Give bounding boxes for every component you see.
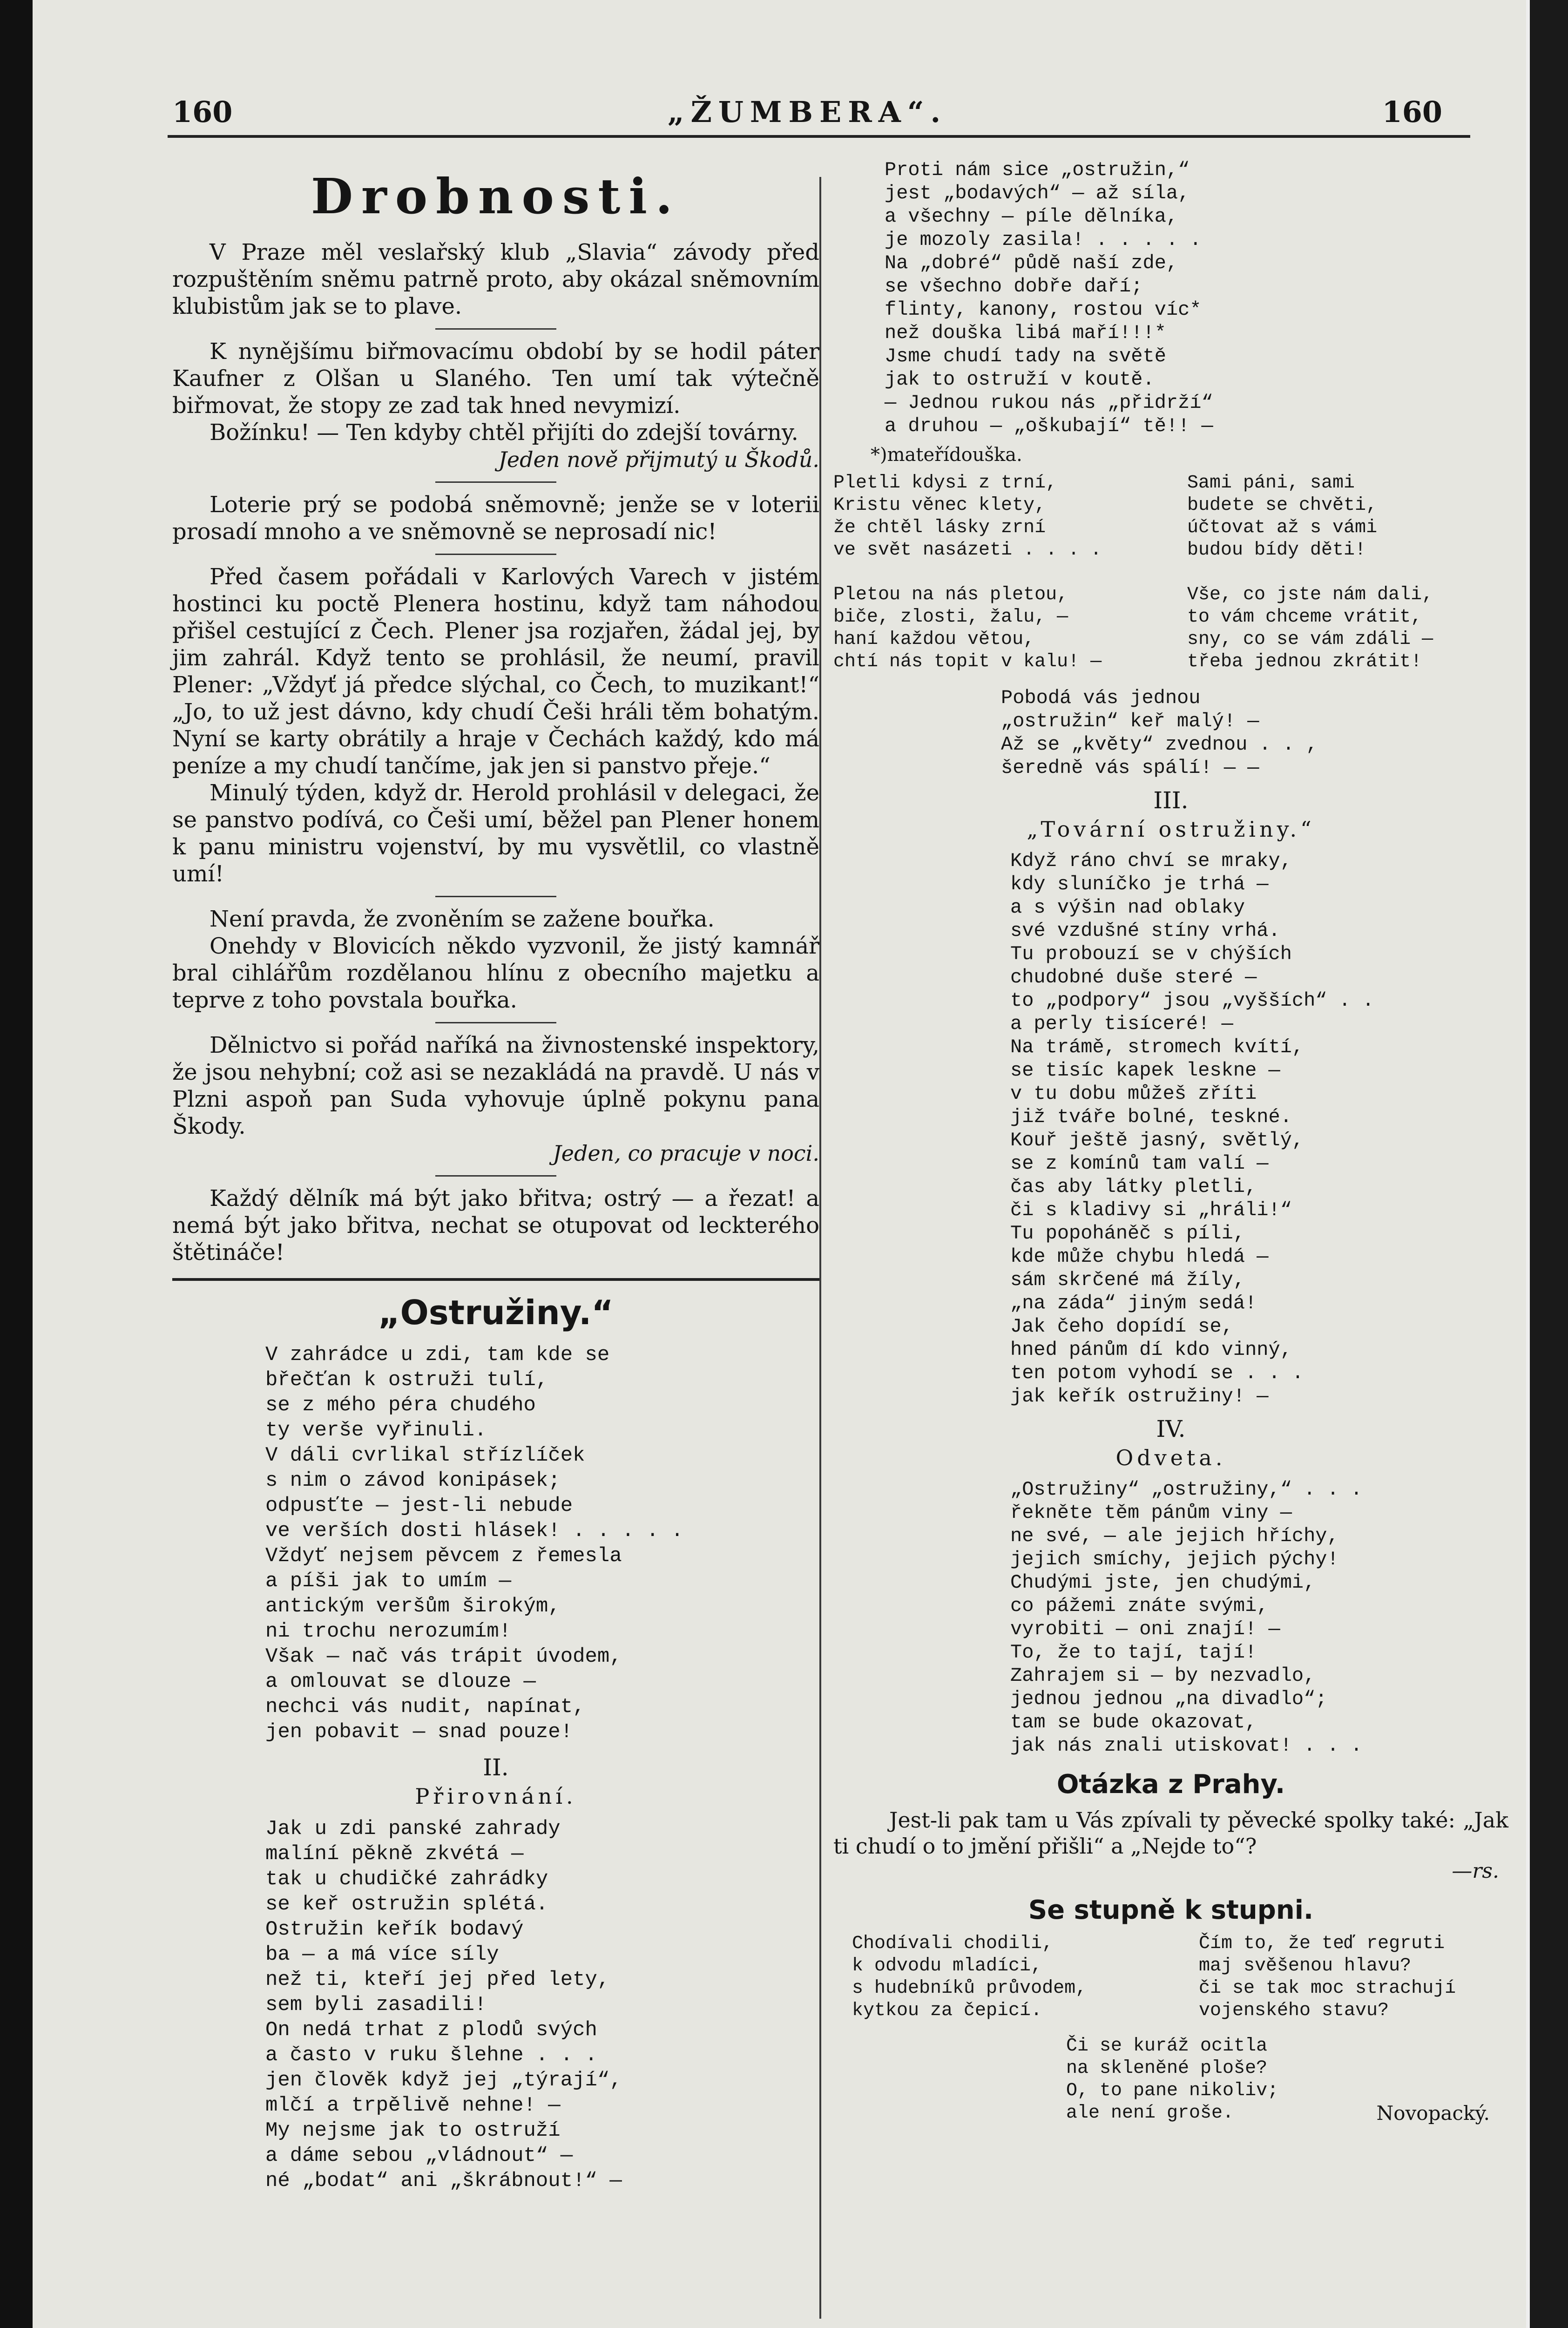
poem-part-number: III. [1153,787,1189,814]
stupne-heading: Se stupně k stupni. [1028,1895,1314,1925]
page-number-right: 160 [1382,95,1442,129]
drobnosti-heading: Drobnosti. [311,168,681,225]
otazka-heading: Otázka z Prahy. [1056,1769,1285,1800]
verse-column-left [852,1933,1162,2022]
poem-part-number: IV. [1156,1415,1186,1442]
poem-continuation [885,158,1508,438]
left-column [172,158,819,2203]
poem-part-2 [265,1816,819,2193]
otazka-signature: —rs. [1452,1859,1499,1883]
news-item-inspektori: Dělnictvo si pořád naříká na živnostenské inspektory, že jsou nehybní; což asi se nezakládá na pravdě. U nás v Plzni aspoň pan Suda vyhovuje úplně pokynu pana Škody. [172,1032,819,1139]
poem-part-1 [265,1342,819,1745]
poem-part-number: II. [483,1754,509,1781]
news-item-kaufner: K nynějšímu biřmovacímu období by se hodil páter Kaufner z Olšan u Slaného. Ten umí tak výtečně biřmovat, že stopy ze zad tak hned nevymizí. [172,338,819,419]
poem-text: Když ráno chví se mraky, kdy sluníčko je trhá — a s výšin nad oblaky své vzdušné stíny vrhá. Tu probouzí se v chýších chudobné duše steré — to „podpory“ jsou „vyšších“ . . a perly tisíceré! — Na trámě, stromech kvítí, se tisíc kapek leskne — v tu dobu můžeš zříti již tváře bolné, teskné. Kouř ještě jasný, světlý, se z komínů tam valí — čas aby látky pletli, či s kladivy si „hráli!“ Tu popoháněč s píli, kde může chybu hledá — sám skrčené má žíly, „na záda“ jiným sedá! Jak čeho dopídí se, hned pánům dí kdo vinný, ten potom vyhodí se . . . jak keřík ostružiny! — [1010,850,1374,1408]
separator [435,1022,556,1023]
poem-text: Pletli kdysi z trní, Kristu věnec klety, že chtěl lásky zrní ve svět nasázeti . . . . Pletou na nás pletou, biče, zlosti, žalu, — haní každou větou, chtí nás topit v kalu! — [833,473,1102,672]
news-item-zvoneni: Není pravda, že zvoněním se zažene bouřka. [210,906,715,932]
right-column [833,158,1508,2125]
page-header [172,93,1442,130]
news-item-slavia: V Praze měl veslařský klub „Slavia“ závody před rozpuštěním sněmu patrně proto, aby okázal sněmovním klubistům jak se to plave. [172,239,819,319]
poem-stanza [1001,686,1508,779]
newspaper-title: „ŽUMBERA“. [667,95,947,129]
verse-column-left [833,472,1150,673]
separator [435,554,556,555]
page-number-left: 160 [172,95,233,129]
separator [435,328,556,330]
otazka-text: Jest-li pak tam u Vás zpívali ty pěvecké spolky také: „Jak ti chudí o to jmění přišli“ a „Nejde to“? [833,1807,1508,1859]
poem-text: Čím to, že teď regruti maj svěšenou hlavu? či se tak moc strachují vojenského stavu? [1199,1933,1456,2021]
poem-text: Chodívali chodili, k odvodu mladíci, s hudebníků průvodem, kytkou za čepicí. [852,1933,1087,2021]
separator [435,1175,556,1177]
stupne-signature: Novopacký. [1376,2102,1490,2125]
news-item-herold: Minulý týden, když dr. Herold prohlásil v delegaci, že se panstvo podívá, co Češi umí, běžel pan Plener honem k panu ministru vojenství, by mu vysvětlil, co vlastně umí! [172,780,819,887]
poem-part-4 [1010,1478,1508,1757]
ostruziny-heading: „Ostružiny.“ [378,1293,614,1332]
poem-part-title: „Tovární ostružiny.“ [1027,817,1315,842]
stupne-final [833,2035,1508,2125]
news-item-signature: Jeden nově přijmutý u Škodů. [498,447,819,472]
poem-part-title: Přirovnání. [415,1784,577,1809]
poem-text: Či se kuráž ocitla na skleněné ploše? O, to pane nikoliv; ale není groše. [1066,2036,1279,2124]
poem-text: Proti nám sice „ostružin,“ jest „bodavých“ — až síla, a všechny — píle dělníka, je mozoly zasila! . . . . . Na „dobré“ půdě naší zde, se všechno dobře daří; flinty, kanony, rostou víc* než douška libá maří!!!* Jsme chudí tady na světě jak to ostruží v koutě. — Jednou rukou nás „přidrží“ a druhou — „oškubají“ tě!! — [885,159,1213,437]
news-item-blovice: Onehdy v Blovicích někdo vyzvonil, že jistý kamnář bral cihlářům rozdělanou hlínu z obecního majetku a teprve z toho povstala bouřka. [172,933,819,1013]
column-divider [819,177,821,2319]
scan-border-right [1526,0,1568,2328]
poem-text: „Ostružiny“ „ostružiny,“ . . . řekněte těm pánům viny — ne své, — ale jejich hříchy, jejich smíchy, jejich pýchy! Chudými jste, jen chudými, co pážemi znáte svými, vyrobiti — oni znají! — To, že to tají, tají! Zahrajem si — by nezvadlo, jednou jednou „na divadlo“; tam se bude okazovat, jak nás znali utiskovat! . . . [1010,1478,1363,1757]
header-rule [168,135,1470,138]
poem-text: Jak u zdi panské zahrady malíní pěkně zkvétá — tak u chudičké zahrádky se keř ostružin splétá. Ostružin keřík bodavý ba — a má více síly než ti, kteří jej před lety, sem byli zasadili! On nedá trhat z plodů svých a často v ruku šlehne . . . jen člověk když jej „týrají“, mlčí a trpělivě nehne! — My nejsme jak to ostruží a dáme sebou „vládnout“ — né „bodat“ ani „škrábnout!“ — [265,1817,622,2193]
poem-text: Pobodá vás jednou „ostružin“ keř malý! — Až se „květy“ zvednou . . , šeredně vás spálí! — — [1001,687,1318,779]
news-item-bozinku: Božínku! — Ten kdyby chtěl přijíti do zdejší továrny. [210,420,798,446]
separator [435,481,556,483]
news-item-plener: Před časem pořádali v Karlových Varech v jistém hostinci ku poctě Plenera hostinu, když tam náhodou přišel cestující z Čech. Plener jsa rozjařen, žádal jej, by jim zahrál. Když tento se prohlásil, že neumí, pravil Plener: „Vždyť já předce slýchal, co Čech, to muzikant!“ „Jo, to už jest dávno, kdy chudí Češi hráli těm bohatým. Nyní se karty obrátily a hraje v Čechách každý, kdo má peníze a my chudí tančíme, jak jen si panstvo přeje.“ [172,564,819,779]
poem-part-3 [1010,849,1508,1408]
poem-part-title: Odveta. [1115,1445,1226,1470]
newspaper-page [33,0,1526,2328]
separator [435,896,556,897]
poem-text: Sami páni, sami budete se chvěti, účtovat až s vámi budou bídy děti! Vše, co jste nám dali, to vám chceme vrátit, sny, co se vám zdáli — třeba jednou zkrátit! [1187,473,1433,672]
verse-column-right [1187,472,1504,673]
section-rule [172,1278,819,1281]
stupne-verse [852,1933,1508,2022]
poem-text: V zahrádce u zdi, tam kde se břečťan k ostruži tulí, se z mého péra chudého ty verše vyřinuli. V dáli cvrlikal střízlíček s nim o závod konipásek; odpusťte — jest-li nebude ve verších dosti hlásek! . . . . . Vždyť nejsem pěvcem z řemesla a píši jak to umím — antickým veršům širokým, ni trochu nerozumím! Však — nač vás trápit úvodem, a omlouvat se dlouze — nechci vás nudit, napínat, jen pobavit — snad pouze! [265,1343,683,1744]
two-column-verse [833,472,1508,673]
scan-border-left [0,0,33,2328]
footnote: *)mateřídouška. [871,444,1022,466]
news-item-loterie: Loterie prý se podobá sněmovně; jenže se v loterii prosadí mnoho a ve sněmovně se neprosadí nic! [172,492,819,545]
news-item-signature: Jeden, co pracuje v noci. [553,1141,819,1166]
news-item-britva: Každý dělník má být jako břitva; ostrý — a řezat! a nemá být jako břitva, nechat se otupovat od leckterého štětináče! [172,1185,819,1266]
verse-column-right [1199,1933,1508,2022]
